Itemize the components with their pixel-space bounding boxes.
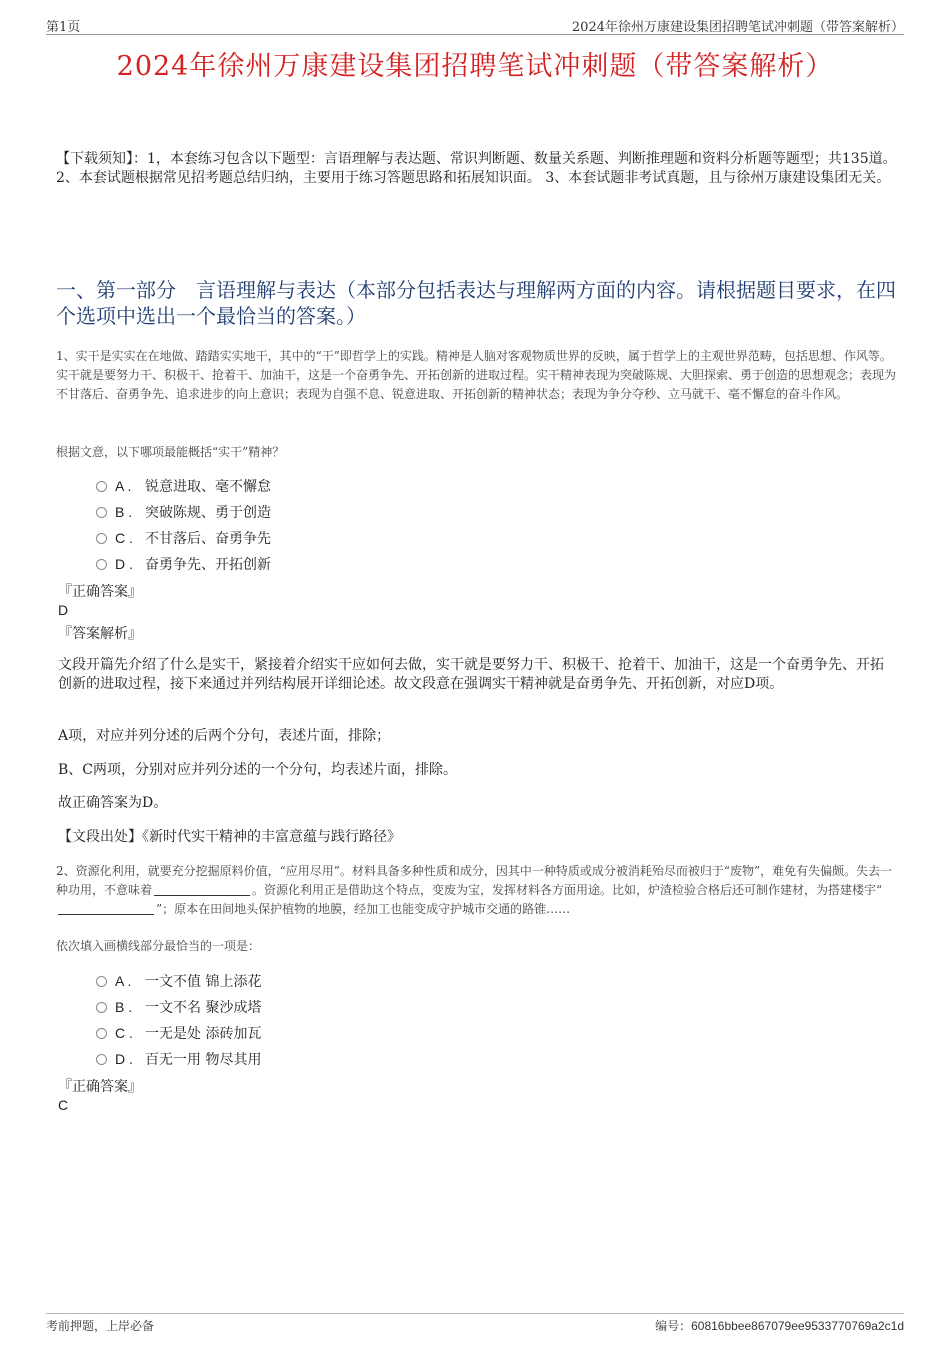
radio-icon[interactable] xyxy=(96,1002,107,1013)
option-text: 一无是处 添砖加瓦 xyxy=(145,1026,262,1042)
q2-text-part-1: 2、资源化利用，就要充分挖掘原料价值，“应用尽用”。材料具备多种性质和成分，因其中一种特质或成分被消耗殆尽而被归于“废物”，难免有失偏颇。失去一种功用，不意味着 xyxy=(56,864,893,897)
header-doc-title: 2024年徐州万康建设集团招聘笔试冲刺题（带答案解析） xyxy=(571,20,904,35)
q1-conclusion: 故正确答案为D。 xyxy=(58,795,168,811)
q2-option-b[interactable] xyxy=(96,997,261,1017)
q2-text-part-2: 。资源化利用正是借助这个特点，变废为宝，发挥材料各方面用途。比如，炉渣检验合格后还可制作建材，为搭建楼宇“ xyxy=(252,883,883,897)
q2-option-a[interactable] xyxy=(96,971,261,991)
q1-option-c[interactable] xyxy=(96,528,271,548)
radio-icon[interactable] xyxy=(96,976,107,987)
document-title: 2024年徐州万康建设集团招聘笔试冲刺题（带答案解析） xyxy=(116,51,834,82)
option-text: 一文不名 聚沙成塔 xyxy=(145,1000,262,1016)
option-text: 锐意进取、毫不懈怠 xyxy=(145,479,271,495)
page-header xyxy=(46,14,904,35)
option-letter: C . xyxy=(115,530,133,546)
radio-icon[interactable] xyxy=(96,481,107,492)
q1-analysis: 文段开篇先介绍了什么是实干，紧接着介绍实干应如何去做，实干就是要努力干、积极干、抢着干、加油干，这是一个奋勇争先、开拓创新的进取过程，接下来通过并列结构展开详细论述。故文段意在强调实干精神就是奋勇争先、开拓创新，对应D项。 xyxy=(58,657,884,692)
radio-icon[interactable] xyxy=(96,1028,107,1039)
radio-icon[interactable] xyxy=(96,559,107,570)
question-1-text: 1、实干是实实在在地做、踏踏实实地干，其中的“干”即哲学上的实践。精神是人脑对客观物质世界的反映，属于哲学上的主观世界范畴，包括思想、作风等。实干就是要努力干、积极干、抢着干、加油干，这是一个奋勇争先、开拓创新的进取过程。实干精神表现为突破陈规、大胆探索、勇于创造的思想观念；表现为不甘落后、奋勇争先、追求进步的向上意识；表现为自强不息、锐意进取、开拓创新的精神状态；表现为争分夺秒、立马就干、毫不懈怠的奋斗作风。 xyxy=(56,349,897,401)
option-letter: D . xyxy=(115,556,133,572)
option-letter: B . xyxy=(115,999,133,1015)
option-text: 一文不值 锦上添花 xyxy=(145,974,262,990)
option-letter: C . xyxy=(115,1025,133,1041)
q1-note-bc: B、C两项，分别对应并列分述的一个分句，均表述片面，排除。 xyxy=(58,762,457,778)
q2-option-c[interactable] xyxy=(96,1023,261,1043)
q1-analysis-label: 『答案解析』 xyxy=(58,626,142,642)
fill-blank-1 xyxy=(154,883,250,896)
footer-slogan: 考前押题，上岸必备 xyxy=(46,1319,155,1333)
section-heading: 一、第一部分 言语理解与表达（本部分包括表达与理解两方面的内容。请根据题目要求，在四个选项中选出一个最恰当的答案。） xyxy=(56,278,896,328)
q2-option-d[interactable] xyxy=(96,1049,261,1069)
q1-option-b[interactable] xyxy=(96,502,271,522)
footer-code-label: 编号： xyxy=(655,1319,692,1333)
option-letter: B . xyxy=(115,504,133,520)
question-2-prompt: 依次填入画横线部分最恰当的一项是： xyxy=(56,939,261,953)
q1-source: 【文段出处】《新时代实干精神的丰富意蕴与践行路径》 xyxy=(58,829,401,845)
q2-text-part-3: ”；原本在田间地头保护植物的地膜，经加工也能变成守护城市交通的路锥…… xyxy=(156,902,571,916)
q1-note-a: A项，对应并列分述的后两个分句，表述片面，排除； xyxy=(58,728,391,744)
option-text: 奋勇争先、开拓创新 xyxy=(145,557,271,573)
option-text: 不甘落后、奋勇争先 xyxy=(145,531,271,547)
q1-answer-label: 『正确答案』 xyxy=(58,584,142,600)
question-2-text xyxy=(56,862,901,919)
radio-icon[interactable] xyxy=(96,1054,107,1065)
q1-answer: D xyxy=(58,602,69,618)
q2-answer-label: 『正确答案』 xyxy=(58,1079,142,1095)
footer-code-value: 60816bbee867079ee9533770769a2c1d xyxy=(691,1319,904,1333)
option-letter: A . xyxy=(115,478,132,494)
radio-icon[interactable] xyxy=(96,507,107,518)
page-number: 第1页 xyxy=(46,20,81,35)
page-footer xyxy=(46,1313,904,1334)
option-letter: D . xyxy=(115,1051,133,1067)
q2-answer: C xyxy=(58,1097,69,1113)
fill-blank-2 xyxy=(58,902,154,915)
option-letter: A . xyxy=(115,973,132,989)
q1-option-d[interactable] xyxy=(96,554,271,574)
option-text: 百无一用 物尽其用 xyxy=(145,1052,262,1068)
q1-option-a[interactable] xyxy=(96,476,271,496)
option-text: 突破陈规、勇于创造 xyxy=(145,505,271,521)
question-1-prompt: 根据文意，以下哪项最能概括“实干”精神？ xyxy=(56,445,285,459)
radio-icon[interactable] xyxy=(96,533,107,544)
download-notice: 【下载须知】：1，本套练习包含以下题型：言语理解与表达题、常识判断题、数量关系题、判断推理题和资料分析题等题型；共135道。 2、本套试题根据常见招考题总结归纳，主要用于练习答题思路和拓展知识面。 3、本套试题非考试真题，且与徐州万康建设集团无关。 xyxy=(56,151,897,186)
footer-code xyxy=(655,1317,904,1334)
